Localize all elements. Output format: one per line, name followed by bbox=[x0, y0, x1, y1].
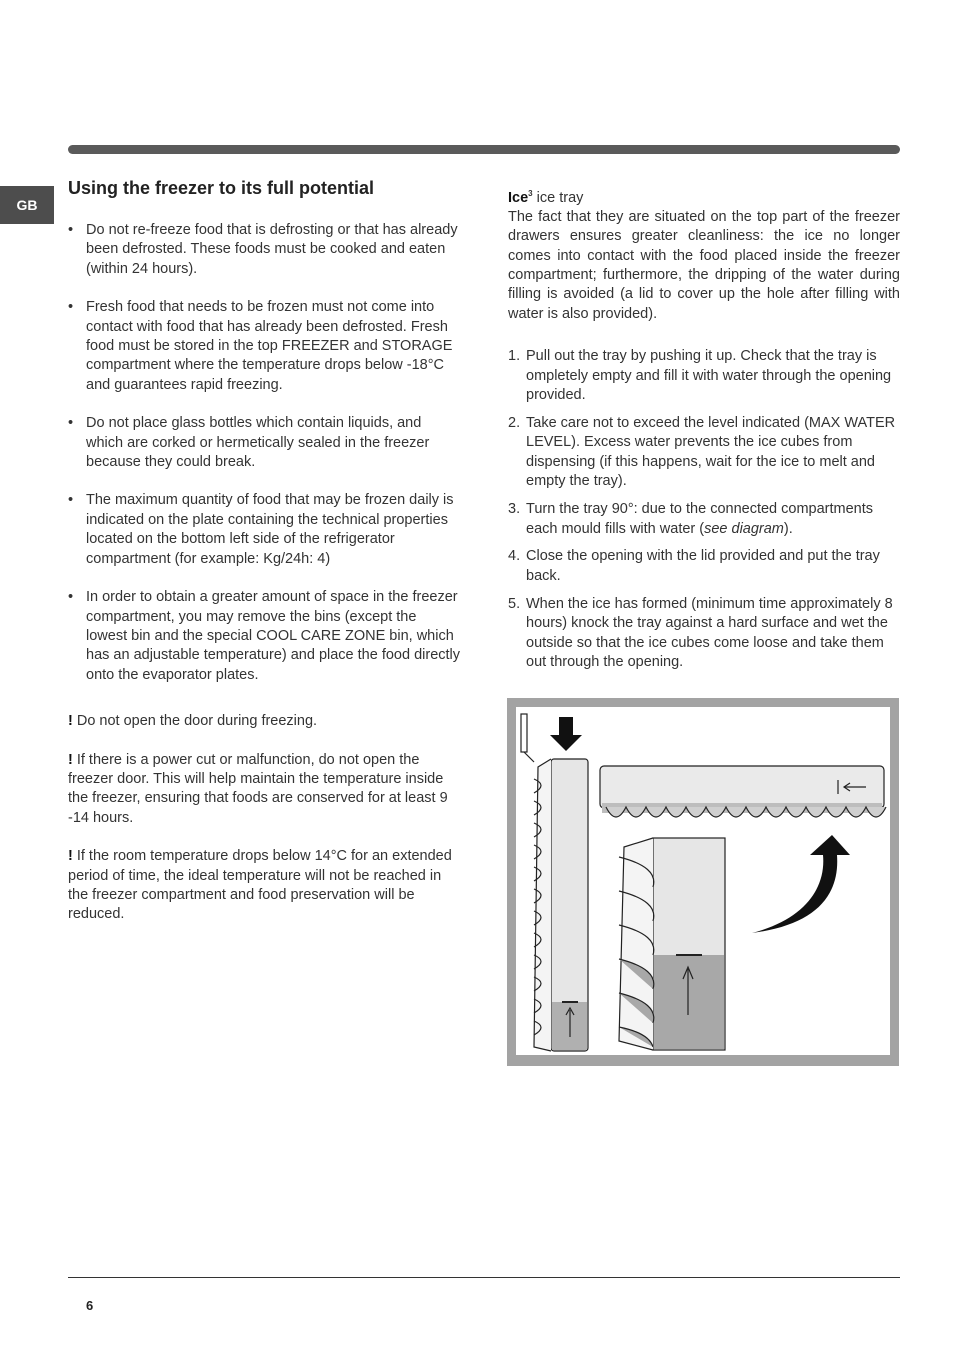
list-item: • Fresh food that needs to be frozen must not come into contact with food that has already been defrosted. Fresh food must be stored in the top FREEZER and STORAGE compartment where the temperature drops below -18°C and guarantees rapid freezing. bbox=[68, 299, 453, 393]
rotate-arrow-icon bbox=[752, 835, 850, 933]
ice-tray-intro: The fact that they are situated on the top part of the freezer drawers ensures greater cleanliness: the ice no longer comes into contact with the food placed inside the freezer compartment; furthermore, the dripping of the water during filling is avoided (a lid to cover up the hole after filling with water is also provided). bbox=[508, 208, 900, 322]
ice-tray-illustration bbox=[516, 707, 890, 1055]
ice-tray-heading: Ice$^3$ ice tray bbox=[508, 189, 584, 206]
step-item: 3. Turn the tray 90°: due to the connected compartments each mould fills with water (see diagram). bbox=[508, 501, 874, 537]
warning-mark: ! bbox=[68, 751, 73, 768]
step-item: 5. When the ice has formed (minimum time approximately 8 hours) knock the tray against a hard surface and wet the outside so that the ice cubes come loose and take them out through the opening. bbox=[508, 595, 893, 670]
step-item: 4. Close the opening with the lid provided and put the tray back. bbox=[508, 548, 880, 584]
arrow-down-icon bbox=[550, 717, 582, 751]
step-item: 2. Take care not to exceed the level indicated (MAX WATER LEVEL). Excess water prevents the ice cubes from dispensing (if this happens, wait for the ice to melt and empty the tray). bbox=[508, 414, 896, 490]
horizontal-tray bbox=[600, 766, 886, 817]
step-item: 1. Pull out the tray by pushing it up. Check that the tray is ompletely empty and fill it with water through the opening provided. bbox=[508, 348, 892, 404]
page-number: 6 bbox=[86, 1298, 94, 1313]
language-tab: GB bbox=[0, 186, 54, 224]
vertical-tray bbox=[521, 714, 588, 1051]
ice-tray-diagram bbox=[507, 698, 899, 1066]
warning-mark: ! bbox=[68, 713, 73, 730]
section-title: Using the freezer to its full potential bbox=[68, 178, 375, 198]
warning-note: ! Do not open the door during freezing. bbox=[68, 713, 318, 730]
warning-mark: ! bbox=[68, 848, 73, 865]
bottom-rule bbox=[68, 1277, 900, 1278]
warning-notes bbox=[68, 712, 460, 925]
right-column bbox=[508, 184, 900, 681]
list-item: • In order to obtain a greater amount of space in the freezer compartment, you may remove the bins (except the lowest bin and the special COOL CARE ZONE bin, which has an adjustable temperature) and place the food directly onto the evaporator plates. bbox=[68, 589, 461, 683]
warning-note: ! If the room temperature drops below 14°C for an extended period of time, the ideal temperature will not be reached in the freezer compartment and food preservation will be reduced. bbox=[68, 848, 452, 923]
steps-list bbox=[508, 347, 900, 672]
warning-note: ! If there is a power cut or malfunction, do not open the freezer door. This will help maintain the temperature inside the freezer, ensuring that foods are conserved for at least 9 -14 hours. bbox=[68, 751, 448, 826]
list-item: • The maximum quantity of food that may be frozen daily is indicated on the plate containing the technical properties located on the bottom left side of the refrigerator compartment (for example: Kg/24h: 4) bbox=[68, 492, 454, 567]
filling-tray bbox=[619, 838, 725, 1050]
left-column bbox=[68, 178, 460, 944]
list-item: • Do not place glass bottles which contain liquids, and which are corked or hermetically sealed in the freezer because they could break. bbox=[68, 415, 430, 471]
list-item: • Do not re-freeze food that is defrosting or that has already been defrosted. These foods must be cooked and eaten (within 24 hours). bbox=[68, 222, 458, 277]
tips-list bbox=[68, 221, 460, 685]
top-rule bbox=[68, 145, 900, 154]
